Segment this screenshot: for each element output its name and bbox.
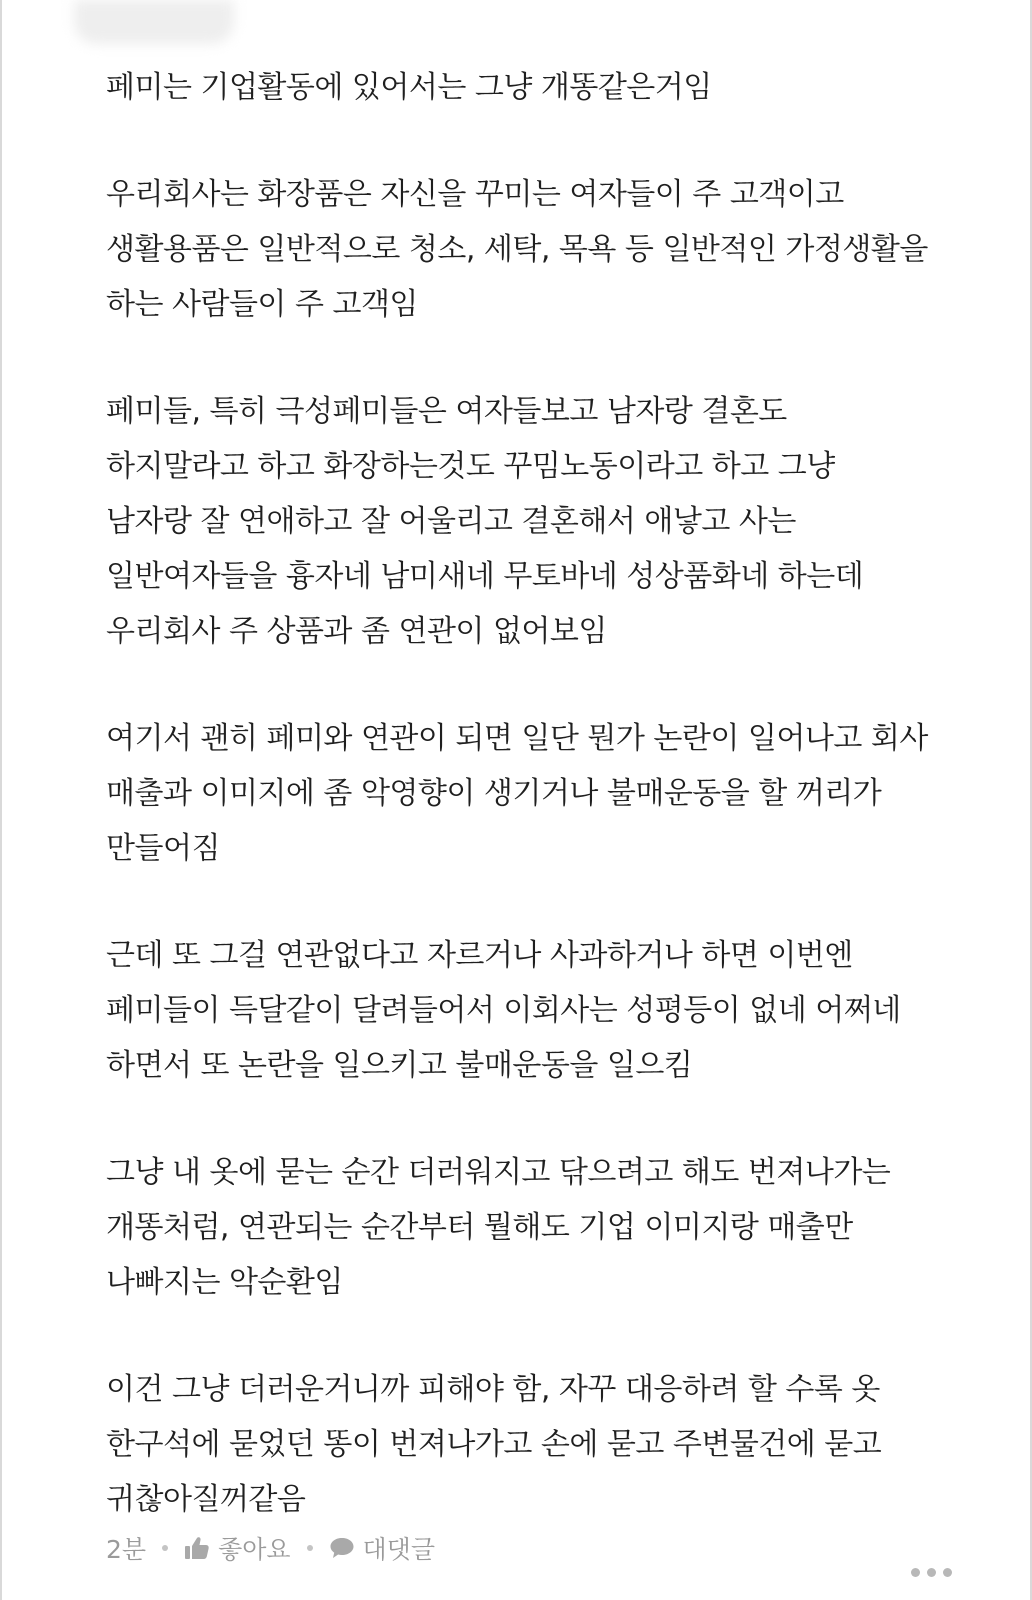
comment-line: 우리회사 주 상품과 좀 연관이 없어보임 xyxy=(106,614,607,649)
more-dots-icon xyxy=(927,1568,936,1577)
comment-body xyxy=(106,60,986,1579)
comment-line: 만들어짐 xyxy=(106,831,220,866)
paragraph-2 xyxy=(106,167,986,332)
comment-line: 생활용품은 일반적으로 청소, 세탁, 목욕 등 일반적인 가정생활을 xyxy=(106,232,928,267)
comment-line: 귀찮아질꺼같음 xyxy=(106,1482,306,1517)
comment-line: 매출과 이미지에 좀 악영향이 생기거나 불매운동을 할 꺼리가 xyxy=(106,776,882,811)
more-dots-icon xyxy=(943,1568,952,1577)
paragraph-6 xyxy=(106,1145,986,1310)
thumbs-up-icon xyxy=(184,1536,210,1560)
comment-line: 이건 그냥 더러운거니까 피해야 함, 자꾸 대응하려 할 수록 옷 xyxy=(106,1372,880,1407)
comment-line: 하는 사람들이 주 고객임 xyxy=(106,287,418,322)
separator-dot xyxy=(307,1545,313,1551)
comment-line: 페미는 기업활동에 있어서는 그냥 개똥같은거임 xyxy=(106,70,712,105)
comment-line: 나빠지는 악순환임 xyxy=(106,1265,343,1300)
comment-line: 근데 또 그걸 연관없다고 자르거나 사과하거나 하면 이번엔 xyxy=(106,938,853,973)
more-options-button[interactable] xyxy=(911,1568,952,1577)
comment-line: 한구석에 묻었던 똥이 번져나가고 손에 묻고 주변물건에 묻고 xyxy=(106,1427,882,1462)
like-button[interactable] xyxy=(184,1530,290,1566)
paragraph-3 xyxy=(106,384,986,659)
comment-line: 일반여자들을 흉자네 남미새네 무토바네 성상품화네 하는데 xyxy=(106,559,864,594)
separator-dot xyxy=(162,1545,168,1551)
comment-line: 페미들이 득달같이 달려들어서 이회사는 성평등이 없네 어쩌네 xyxy=(106,993,901,1028)
reply-label: 대댓글 xyxy=(362,1535,435,1564)
comment-line: 남자랑 잘 연애하고 잘 어울리고 결혼해서 애낳고 사는 xyxy=(106,504,796,539)
comment-time: 2분 xyxy=(106,1535,147,1564)
paragraph-5 xyxy=(106,928,986,1093)
comment-line: 페미들, 특히 극성페미들은 여자들보고 남자랑 결혼도 xyxy=(106,394,787,429)
paragraph-1 xyxy=(106,60,986,115)
comment-line: 우리회사는 화장품은 자신을 꾸미는 여자들이 주 고객이고 xyxy=(106,177,844,212)
paragraph-7 xyxy=(106,1362,986,1527)
speech-bubble-icon xyxy=(329,1536,355,1560)
like-label: 좋아요 xyxy=(218,1535,291,1564)
comment-meta-bar xyxy=(106,1526,435,1570)
comment-line: 하지말라고 하고 화장하는것도 꾸밈노동이라고 하고 그냥 xyxy=(106,449,835,484)
comment-line: 여기서 괜히 페미와 연관이 되면 일단 뭔가 논란이 일어나고 회사 xyxy=(106,721,928,756)
comment-line: 그냥 내 옷에 묻는 순간 더러워지고 닦으려고 해도 번져나가는 xyxy=(106,1155,891,1190)
author-name-blurred xyxy=(74,0,234,44)
comment-line: 개똥처럼, 연관되는 순간부터 뭘해도 기업 이미지랑 매출만 xyxy=(106,1210,853,1245)
paragraph-4 xyxy=(106,711,986,876)
more-dots-icon xyxy=(911,1568,920,1577)
reply-button[interactable] xyxy=(329,1530,435,1566)
comment-line: 하면서 또 논란을 일으키고 불매운동을 일으킴 xyxy=(106,1048,693,1083)
